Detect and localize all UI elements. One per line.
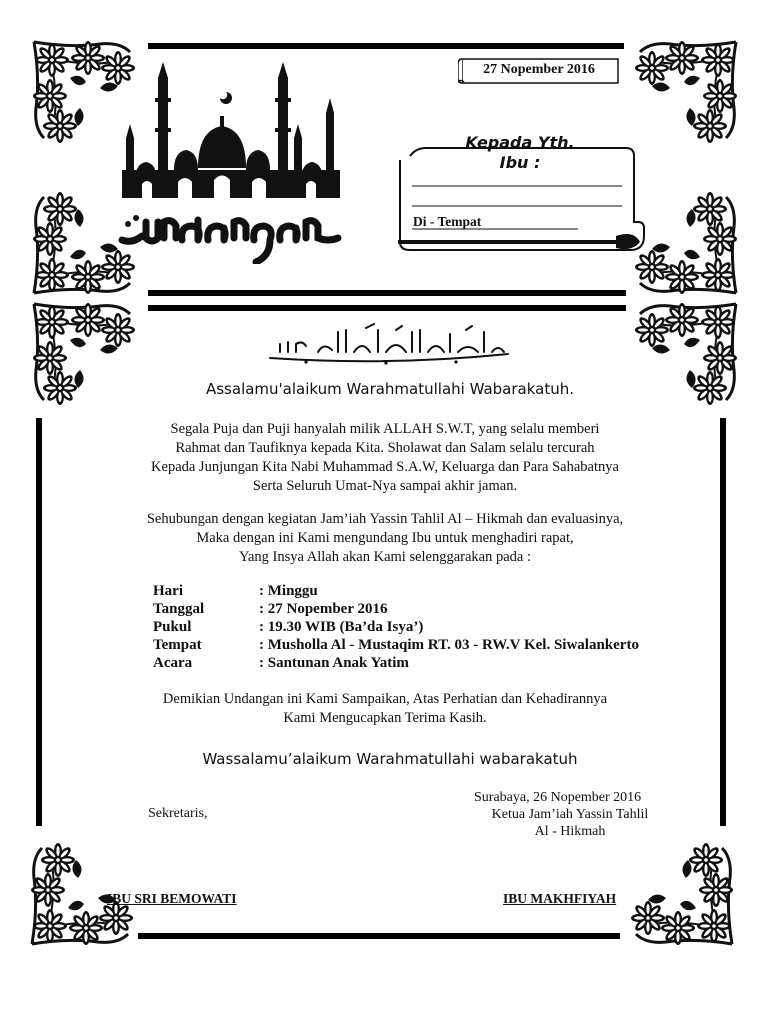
chair-role — [460, 806, 680, 840]
secretary-role: Sekretaris, — [148, 806, 208, 821]
undangan-calligraphy — [116, 200, 344, 264]
detail-label: Tanggal — [153, 601, 205, 617]
purpose-paragraph — [80, 510, 690, 567]
closing-line: Demikian Undangan ini Kami Sampaikan, Atas Perhatian dan Kehadirannya — [162, 691, 608, 707]
intro-line: Serta Seluruh Umat-Nya sampai akhir jaman. — [252, 478, 518, 494]
intro-line: Segala Puja dan Puji hanyalah milik ALLAH S.W.T, yang selalu memberi — [170, 421, 600, 437]
purpose-line: Sehubungan dengan kegiatan Jam’iah Yassin Tahlil Al – Hikmah dan evaluasinya, — [146, 511, 624, 527]
detail-label: Hari — [153, 583, 183, 599]
intro-paragraph — [80, 420, 690, 496]
recipient-line-kepada: Kepada Yth. — [465, 133, 575, 152]
recipient-heading — [430, 133, 610, 173]
recipient-line-ibu: Ibu : — [499, 153, 541, 172]
secretary-name: IBU SRI BEMOWATI — [107, 891, 237, 906]
content-left-rule — [36, 418, 42, 826]
detail-label: Tempat — [153, 637, 202, 653]
chair-role-line: Ketua Jam’iah Yassin Tahlil — [491, 807, 649, 822]
opening-greeting: Assalamu'alaikum Warahmatullahi Wabarakatuh. — [205, 380, 575, 398]
detail-value: : Santunan Anak Yatim — [259, 655, 409, 671]
detail-label: Acara — [153, 655, 193, 671]
purpose-line: Maka dengan ini Kami mengundang Ibu untuk menghadiri rapat, — [196, 530, 574, 546]
invitation-date: 27 Nopember 2016 — [483, 62, 595, 77]
purpose-line: Yang Insya Allah akan Kami selenggarakan pada : — [238, 549, 532, 565]
content-right-rule — [720, 418, 726, 826]
detail-value: : Minggu — [259, 583, 318, 599]
recipient-place: Di - Tempat — [413, 214, 482, 229]
intro-line: Rahmat dan Taufiknya kepada Kita. Sholawat dan Salam selalu tercurah — [175, 440, 595, 456]
header-bottom-rule — [148, 290, 626, 296]
detail-label: Pukul — [153, 619, 192, 635]
closing-line: Kami Mengucapkan Terima Kasih. — [283, 710, 487, 726]
farewell-greeting: Wassalamu’alaikum Warahmatullahi wabarakatuh — [202, 750, 578, 768]
chair-name: IBU MAKHFIYAH — [503, 891, 617, 906]
chair-role-line: Al - Hikmah — [534, 824, 606, 839]
detail-value: : 19.30 WIB (Ba’da Isya’) — [259, 619, 424, 635]
closing-paragraph — [80, 690, 690, 728]
top-rule — [148, 43, 624, 49]
date-scroll — [458, 58, 620, 84]
floral-ornament-bottom-right — [626, 840, 736, 948]
detail-value: : 27 Nopember 2016 — [259, 601, 388, 617]
bottom-rule — [138, 933, 620, 939]
intro-line: Kepada Junjungan Kita Nabi Muhammad S.A.W, Keluarga dan Para Sahabatnya — [151, 459, 619, 475]
mosque-illustration — [118, 58, 348, 208]
signature-place-date: Surabaya, 26 Nopember 2016 — [474, 790, 642, 805]
greeting-top-rule — [148, 305, 626, 311]
basmala-calligraphy — [266, 322, 512, 366]
detail-value: : Musholla Al - Mustaqim RT. 03 - RW.V Kel. Siwalankerto — [259, 637, 639, 653]
